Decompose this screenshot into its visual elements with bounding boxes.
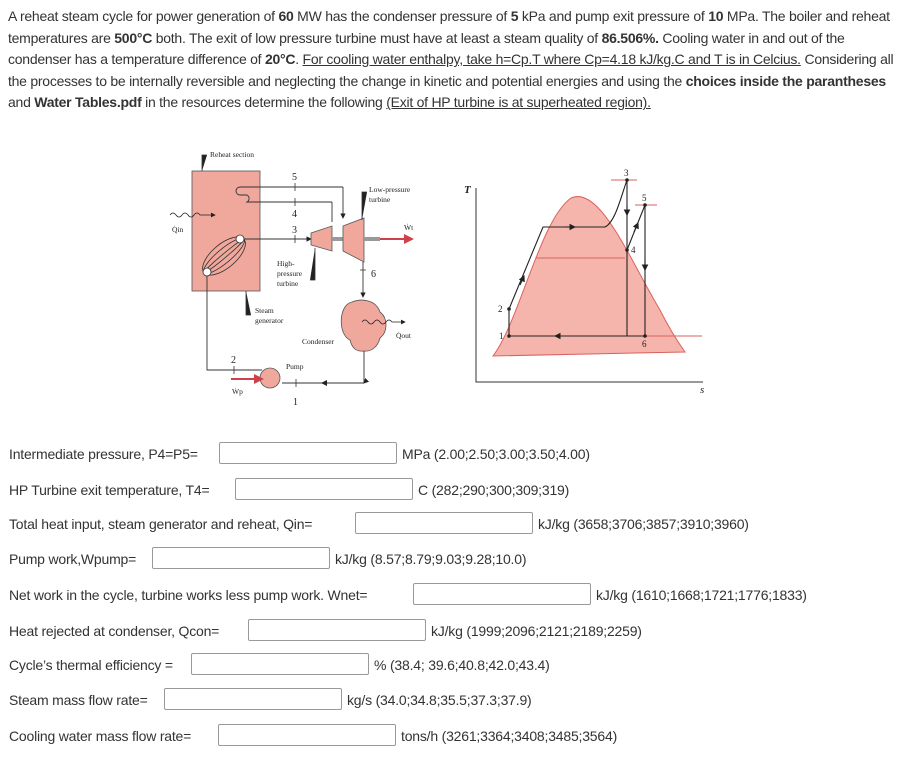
question-choices: kJ/kg (1999;2096;2121;2189;2259)	[431, 623, 642, 639]
question-choices: tons/h (3261;3364;3408;3485;3564)	[401, 728, 618, 744]
steam-mass-flow-input[interactable]	[164, 688, 342, 710]
text: and	[8, 94, 35, 111]
pump-label: Pump	[286, 362, 304, 371]
cooling-water-mass-flow-input[interactable]	[218, 724, 396, 746]
q-in-label: Q̇in	[172, 225, 184, 234]
ts-diagram	[464, 168, 704, 396]
question-choices: C (282;290;300;309;319)	[418, 482, 570, 498]
w-p-label: Ẇp	[232, 387, 243, 396]
heat-rejected-input[interactable]	[248, 619, 426, 641]
condenser-label: Condenser	[302, 337, 335, 346]
text: Considering all the processes to be internally reversible and neglecting the change in kinetic and potential energies and using the	[8, 51, 894, 89]
ts-state-6: 6	[642, 339, 647, 349]
water-tables-reference: Water Tables.pdf	[34, 94, 142, 111]
steam-generator-label-2: generator	[255, 316, 284, 325]
text: MPa. The boiler and reheat temperatures are	[8, 8, 890, 46]
schematic-diagram	[170, 150, 414, 408]
net-work-input[interactable]	[413, 583, 591, 605]
state-3-label: 3	[292, 225, 297, 236]
question-label: Steam mass flow rate=	[9, 692, 148, 708]
t-axis-label: T	[464, 184, 471, 196]
question-choices: MPa (2.00;2.50;3.00;3.50;4.00)	[402, 446, 590, 462]
state-1-label: 1	[293, 397, 298, 408]
ts-state-1: 1	[499, 331, 504, 341]
state-6-label: 6	[371, 269, 376, 280]
question-label: Intermediate pressure, P4=P5=	[9, 446, 198, 462]
ts-state-4: 4	[631, 245, 636, 255]
intermediate-pressure-input[interactable]	[219, 442, 397, 464]
question-label: Cycle’s thermal efficiency =	[9, 657, 173, 673]
w-t-label: Ẇt	[404, 223, 414, 232]
q-out-label: Q̇out	[396, 331, 411, 340]
question-choices: kg/s (34.0;34.8;35.5;37.3;37.9)	[347, 692, 532, 708]
state-4-label: 4	[292, 209, 297, 220]
ts-state-5: 5	[642, 193, 647, 203]
hp-turbine-label-1: High-	[277, 259, 295, 268]
steam-generator-label-1: Steam	[255, 306, 274, 315]
hp-turbine-note: (Exit of HP turbine is at superheated region).	[386, 94, 651, 111]
lp-turbine-label-1: Low-pressure	[369, 185, 411, 194]
hp-turbine-label-2: pressure	[277, 269, 302, 278]
pump-exit-pressure-value: 10	[708, 8, 724, 24]
choices-emphasis: choices inside the parantheses	[685, 72, 886, 89]
cooling-water-note: For cooling water enthalpy, take h=Cp.T where Cp=4.18 kJ/kg.C and T is in Celcius.	[302, 51, 801, 68]
s-axis-label: s	[700, 384, 705, 396]
text: Cooling water in and out of the condenser has a temperature difference of	[8, 29, 845, 68]
pump-work-input[interactable]	[152, 547, 330, 569]
low-pressure-turbine	[343, 218, 364, 262]
thermal-efficiency-input[interactable]	[191, 653, 369, 675]
text: kPa and pump exit pressure of	[518, 8, 709, 24]
condenser-pressure-value: 5	[510, 8, 519, 24]
total-heat-input-input[interactable]	[355, 512, 533, 534]
lp-turbine-label-2: turbine	[369, 195, 391, 204]
state-2-label: 2	[231, 355, 236, 366]
text: both. The exit of low pressure turbine must have at least a steam quality of	[152, 29, 602, 46]
saturation-dome	[493, 197, 685, 356]
steam-generator-box	[192, 171, 260, 291]
question-label: Cooling water mass flow rate=	[9, 728, 192, 744]
text: in the resources determine the following	[141, 94, 387, 111]
hp-turbine-exit-temperature-input[interactable]	[235, 478, 413, 500]
temperature-difference-value: 20°C	[264, 51, 296, 68]
question-label: HP Turbine exit temperature, T4=	[9, 482, 210, 498]
question-choices: kJ/kg (8.57;8.79;9.03;9.28;10.0)	[335, 551, 527, 567]
reheat-cycle-figure	[0, 140, 904, 430]
high-pressure-turbine	[311, 226, 332, 251]
pump	[260, 368, 280, 388]
question-choices: kJ/kg (1610;1668;1721;1776;1833)	[596, 587, 807, 603]
reheat-section-label: Reheat section	[210, 150, 254, 159]
question-label: Net work in the cycle, turbine works less pump work. Wnet=	[9, 587, 368, 603]
condenser	[341, 300, 386, 351]
question-choices: % (38.4; 39.6;40.8;42.0;43.4)	[374, 657, 550, 673]
question-label: Total heat input, steam generator and reheat, Qin=	[9, 516, 313, 532]
ts-state-3: 3	[624, 168, 629, 178]
state-5-label: 5	[292, 172, 297, 183]
text: .	[295, 51, 303, 68]
text: MW has the condenser pressure of	[293, 8, 511, 24]
power-value: 60	[278, 8, 294, 24]
ts-state-2: 2	[498, 304, 503, 314]
steam-quality-value: 86.506%.	[601, 29, 659, 46]
hp-turbine-label-3: turbine	[277, 279, 299, 288]
question-label: Heat rejected at condenser, Qcon=	[9, 623, 220, 639]
question-choices: kJ/kg (3658;3706;3857;3910;3960)	[538, 516, 749, 532]
boiler-temperature-value: 500°C	[114, 29, 153, 46]
text: A reheat steam cycle for power generation of	[8, 8, 279, 24]
question-label: Pump work,Wpump=	[9, 551, 137, 567]
problem-statement	[8, 6, 900, 114]
